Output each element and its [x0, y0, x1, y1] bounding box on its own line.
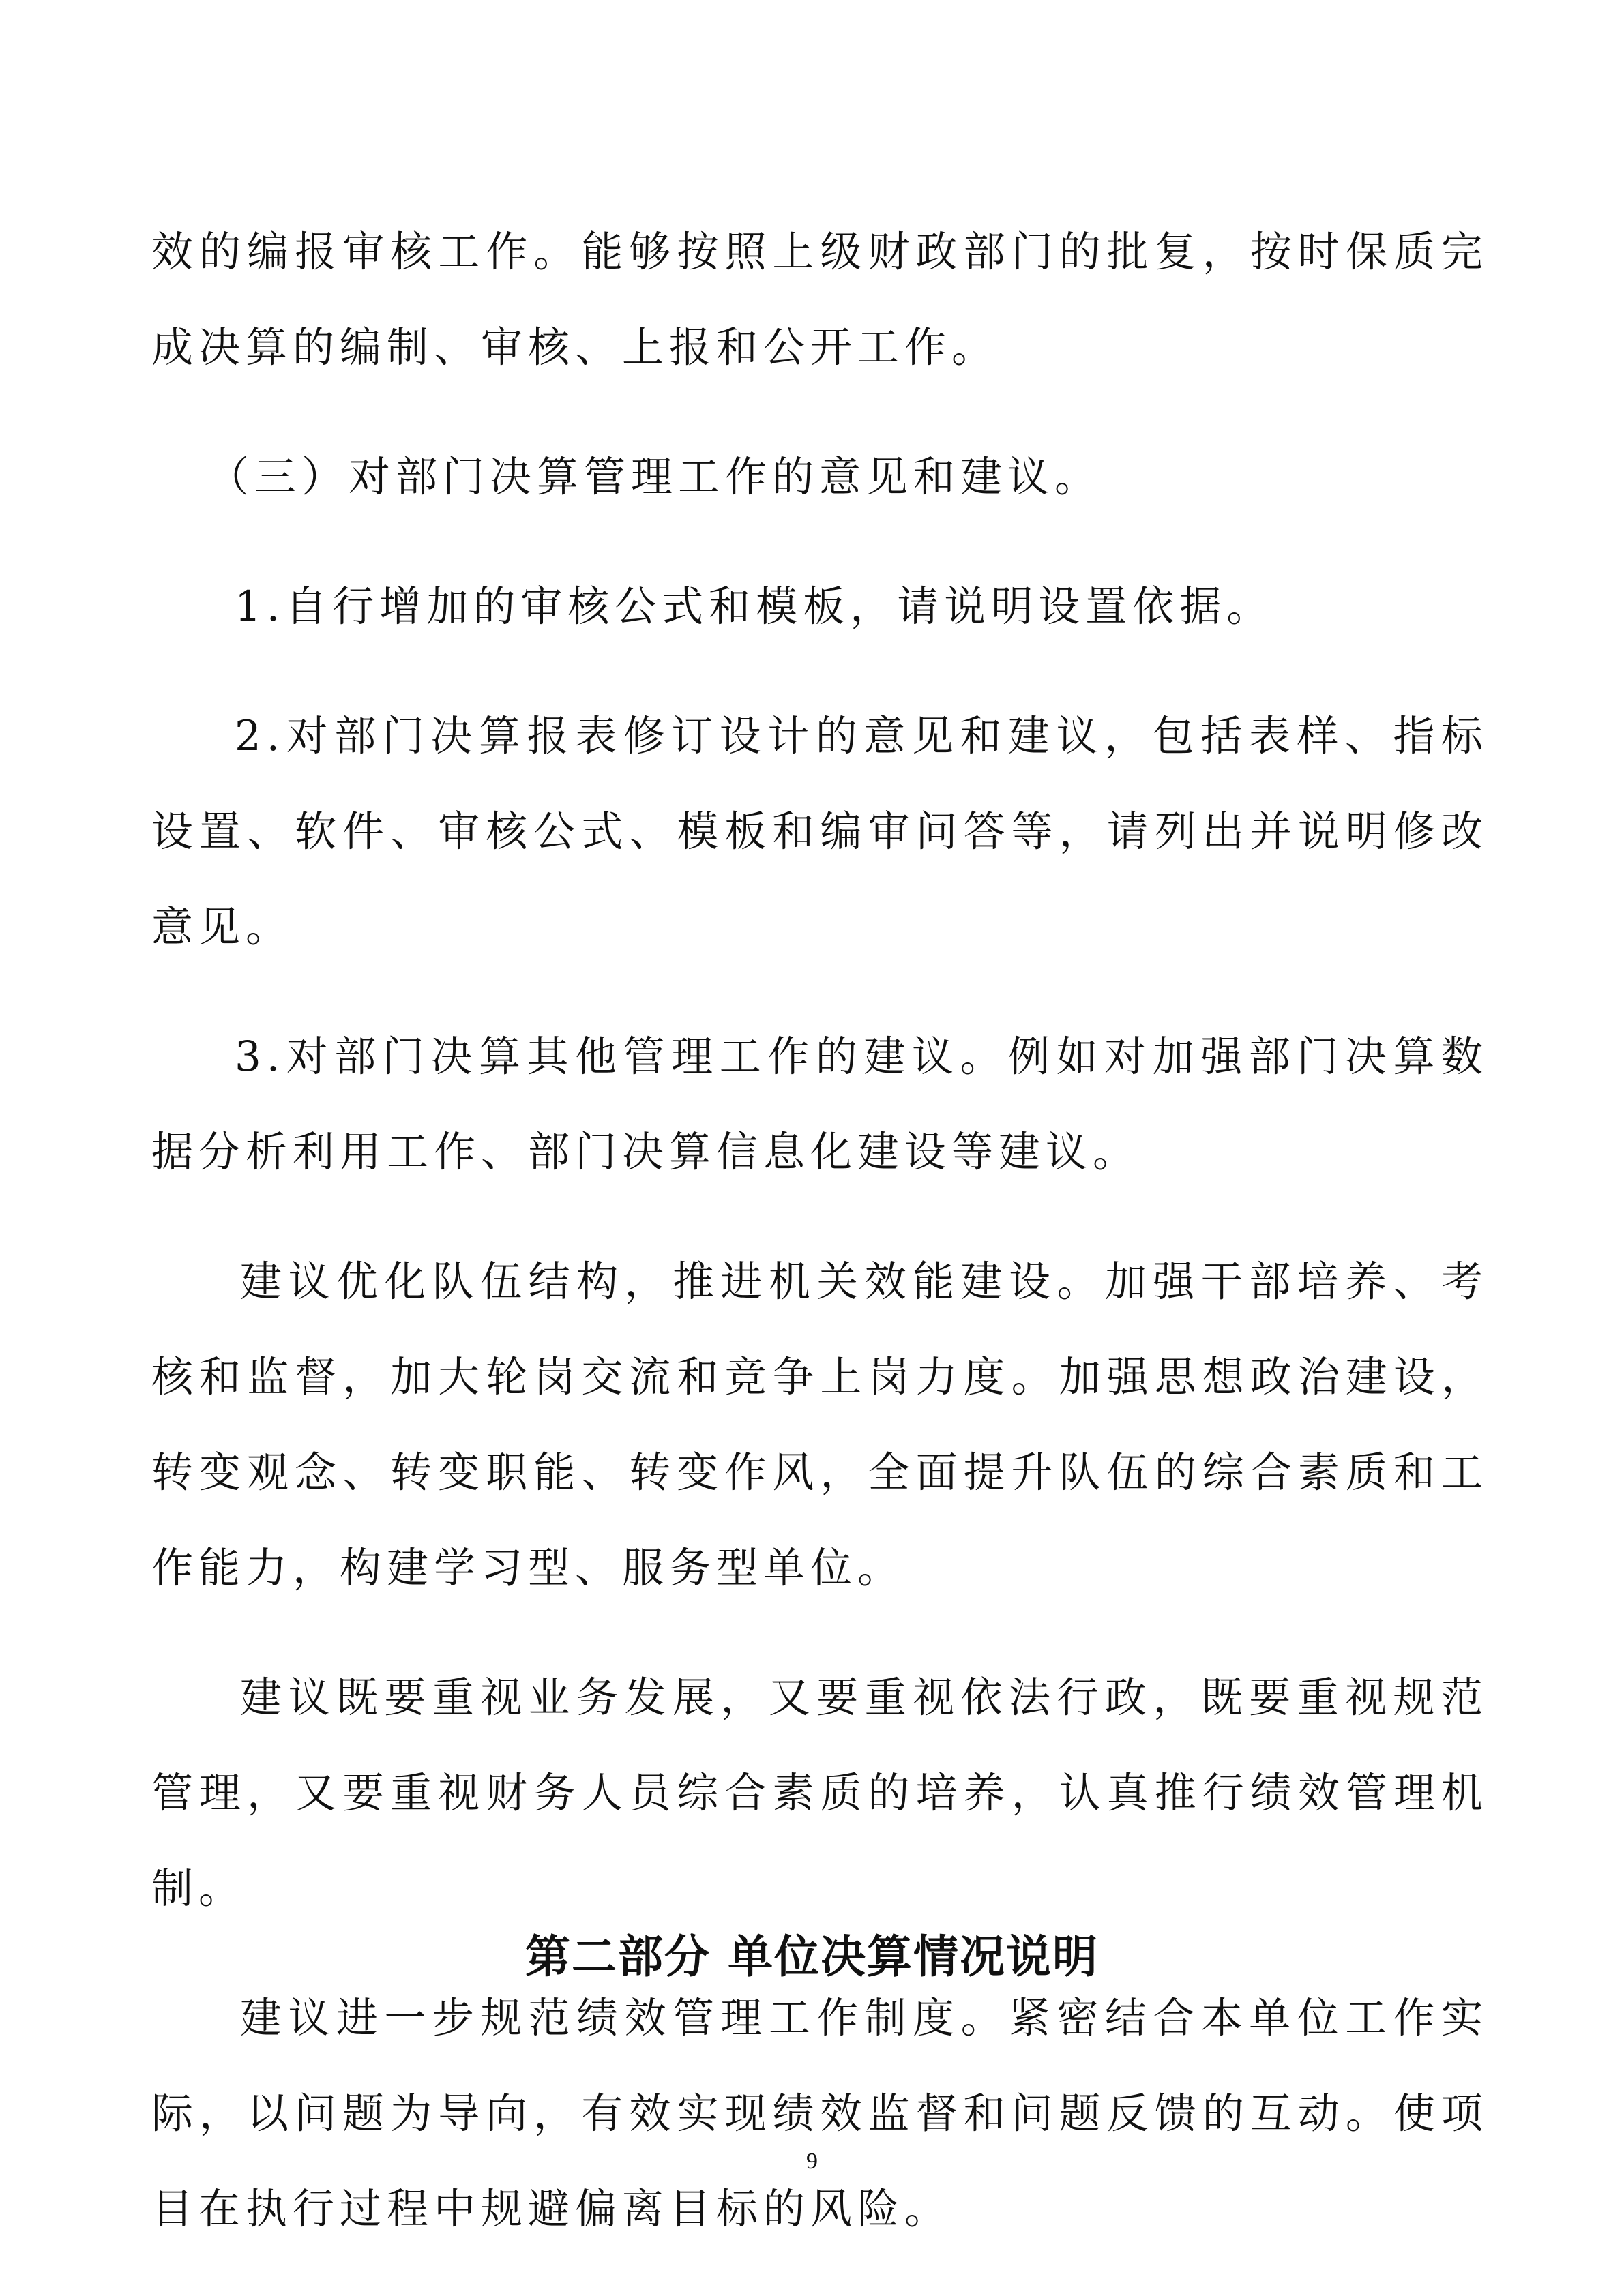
paragraph-performance-management: 建议进一步规范绩效管理工作制度。紧密结合本单位工作实际，以问题为导向，有效实现绩效监督和问题反馈的互动。使项目在执行过程中规避偏离目标的风险。: [151, 1994, 1488, 2233]
list-item-3: 3.对部门决算其他管理工作的建议。例如对加强部门决算数据分析利用工作、部门决算信息化建设等建议。: [151, 1032, 1488, 1176]
page-number: 9: [806, 2149, 818, 2174]
subsection-heading: （三）对部门决算管理工作的意见和建议。: [207, 453, 1102, 501]
paragraph-business-development: 建议既要重视业务发展，又要重视依法行政，既要重视规范管理，又要重视财务人员综合素质的培养，认真推行绩效管理机制。: [151, 1673, 1488, 1913]
paragraph-team-structure: 建议优化队伍结构，推进机关效能建设。加强干部培养、考核和监督，加大轮岗交流和竞争上岗力度。加强思想政治建设，转变观念、转变职能、转变作风，全面提升队伍的综合素质和工作能力，构建学习型、服务型单位。: [151, 1257, 1488, 1592]
list-item-1: 1.自行增加的审核公式和模板，请说明设置依据。: [235, 582, 1274, 631]
section-heading: 第二部分 单位决算情况说明: [525, 1930, 1099, 1983]
list-item-2: 2.对部门决算报表修订设计的意见和建议，包括表样、指标设置、软件、审核公式、模板和编审问答等，请列出并说明修改意见。: [151, 712, 1488, 951]
paragraph-continuation: 效的编报审核工作。能够按照上级财政部门的批复，按时保质完成决算的编制、审核、上报和公开工作。: [151, 228, 1488, 372]
